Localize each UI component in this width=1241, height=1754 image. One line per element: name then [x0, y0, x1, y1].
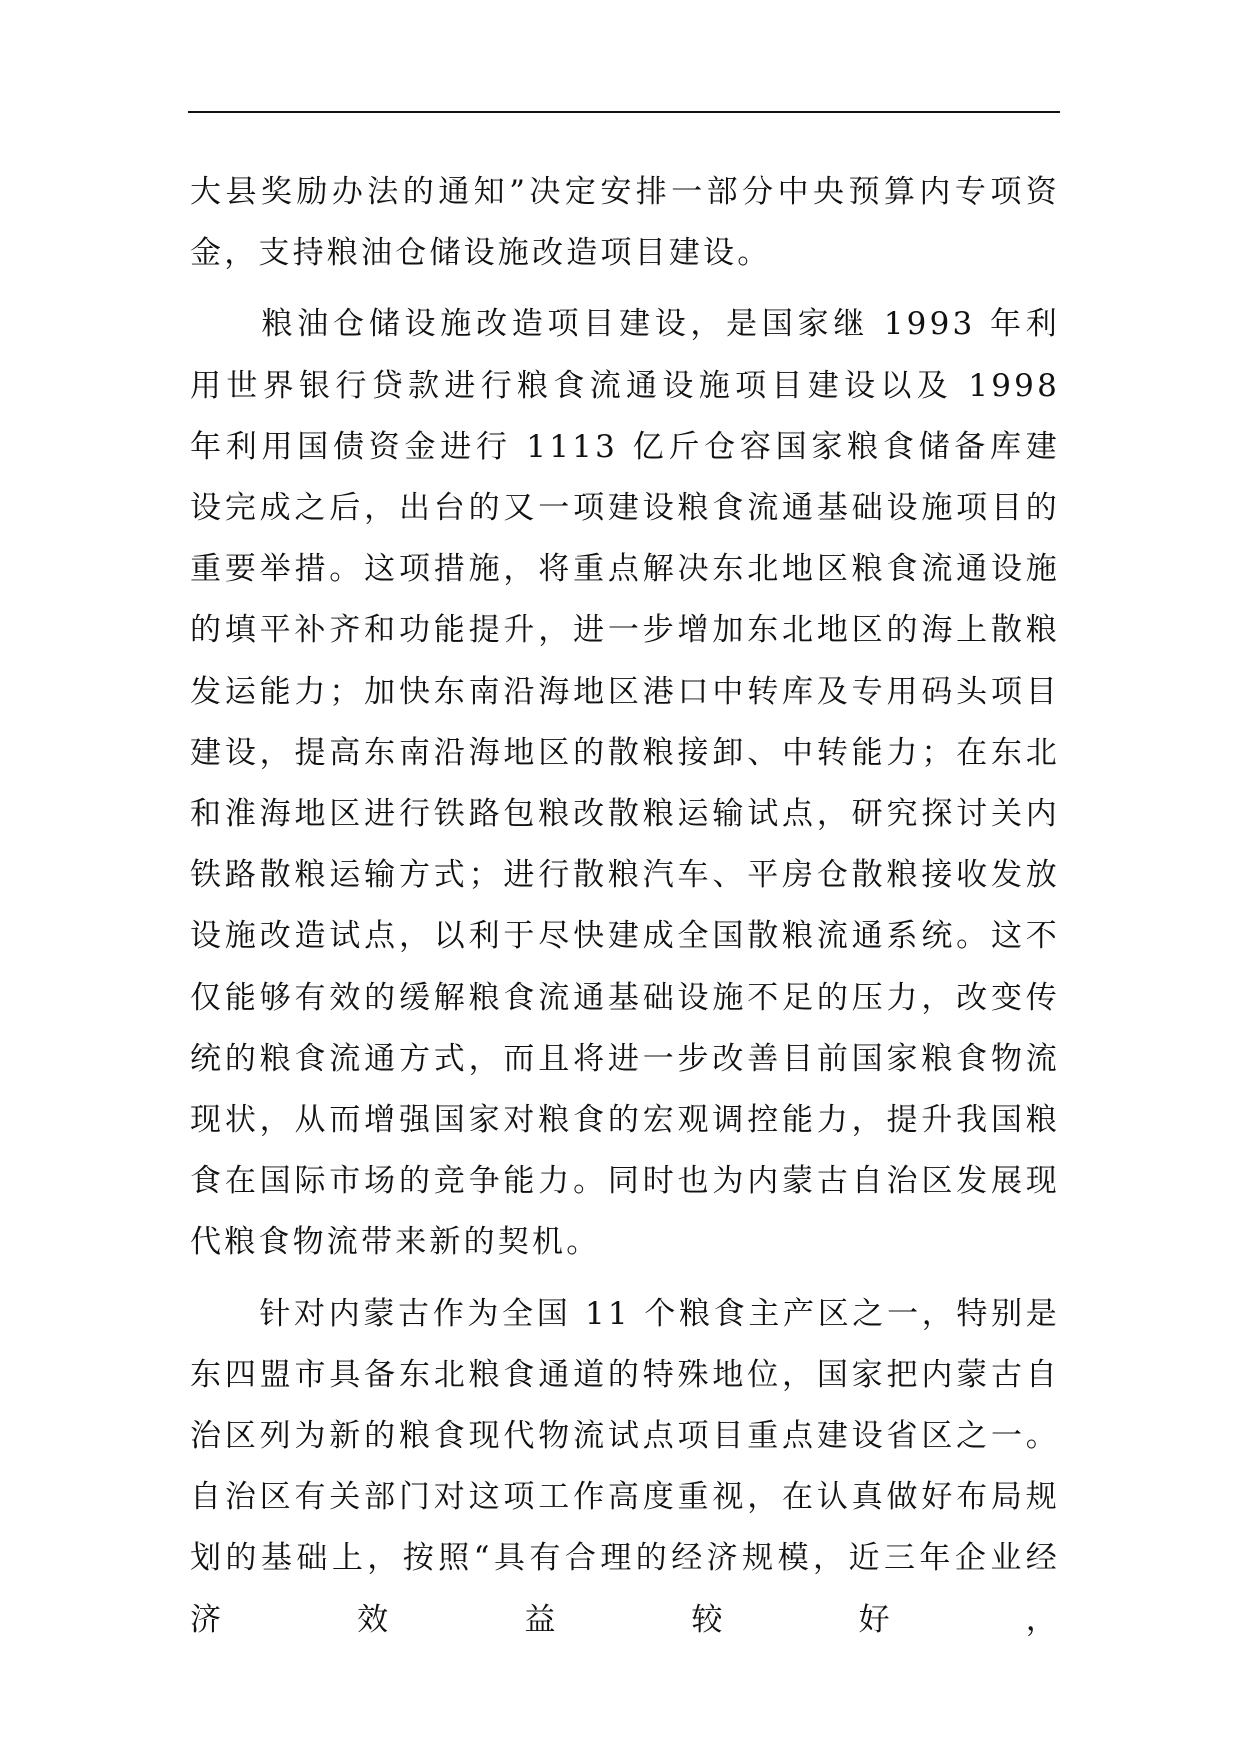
paragraph-3: 针对内蒙古作为全国 11 个粮食主产区之一，特别是东四盟市具备东北粮食通道的特殊地位，国家把内蒙古自治区列为新的粮食现代物流试点项目重点建设省区之一。自治区有关部门对这项工作高度重视，在认真做好布局规划的基础上，按照“具有合理的经济规模，近三年企业经济效益较好， [190, 1295, 1060, 1638]
paragraph-1: 大县奖励办法的通知”决定安排一部分中央预算内专项资金，支持粮油仓储设施改造项目建设。 [190, 174, 1060, 272]
header-rule [188, 111, 1060, 113]
paragraph-2: 粮油仓储设施改造项目建设，是国家继 1993 年利用世界银行贷款进行粮食流通设施项目建设以及 1998 年利用国债资金进行 1113 亿斤仓容国家粮食储备库建设完成之后，出台的又一项建设粮食流通基础设施项目的重要举措。这项措施，将重点解决东北地区粮食流通设施的填平补齐和功能提升，进一步增加东北地区的海上散粮发运能力；加快东南沿海地区港口中转库及专用码头项目建设，提高东南沿海地区的散粮接卸、中转能力；在东北和淮海地区进行铁路包粮改散粮运输试点，研究探讨关内铁路散粮运输方式；进行散粮汽车、平房仓散粮接收发放设施改造试点，以利于尽快建成全国散粮流通系统。这不仅能够有效的缓解粮食流通基础设施不足的压力，改变传统的粮食流通方式，而且将进一步改善目前国家粮食物流现状，从而增强国家对粮食的宏观调控能力，提升我国粮食在国际市场的竞争能力。同时也为内蒙古自治区发展现代粮食物流带来新的契机。 [190, 306, 1074, 1261]
body-text [190, 162, 1074, 1651]
